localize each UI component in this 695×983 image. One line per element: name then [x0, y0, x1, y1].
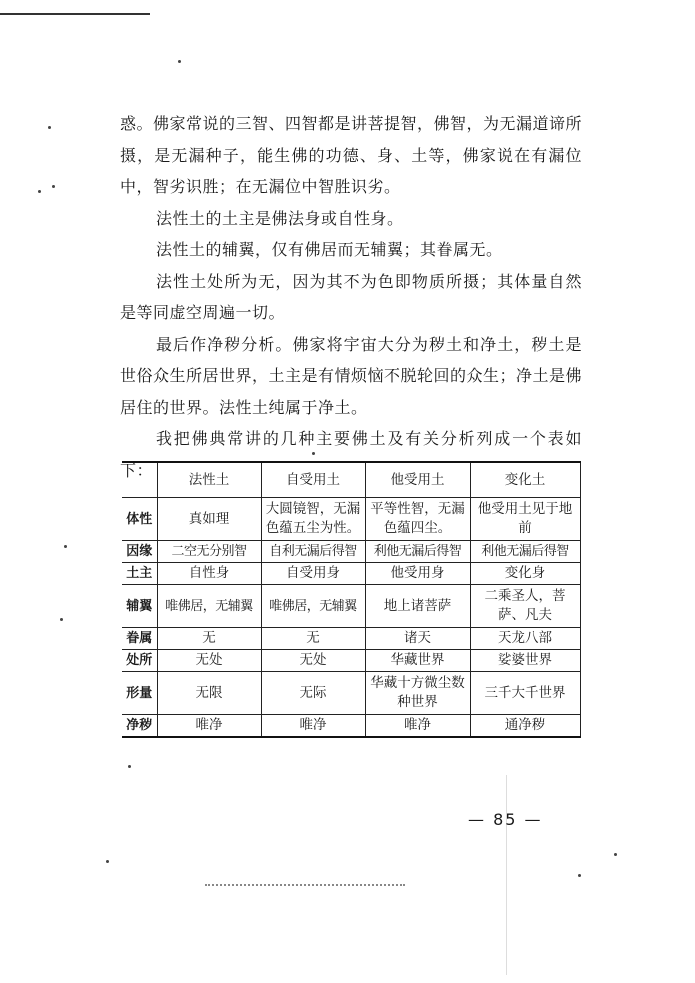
header-cell: 他受用土 [365, 462, 470, 498]
row-label: 辅翼 [122, 585, 157, 628]
header-cell: 变化土 [470, 462, 580, 498]
table-row [122, 541, 580, 563]
table-cell: 诸天 [365, 628, 470, 650]
buddha-land-table [122, 461, 581, 738]
table-cell: 唯佛居，无辅翼 [157, 585, 261, 628]
table-cell: 三千大千世界 [470, 672, 580, 715]
body-text [120, 108, 582, 486]
page-number: — 85 — [468, 810, 543, 829]
row-label: 土主 [122, 563, 157, 585]
scan-artifact-line [506, 775, 507, 975]
row-label: 净秽 [122, 715, 157, 738]
paragraph-6: 我把佛典常讲的几种主要佛土及有关分析列成一个表如下： [120, 429, 582, 480]
table-cell: 大圆镜智，无漏色蕴五尘为性。 [261, 498, 365, 541]
table-cell: 唯净 [365, 715, 470, 738]
table-cell: 娑婆世界 [470, 650, 580, 672]
table-cell: 唯净 [157, 715, 261, 738]
table-cell: 自性身 [157, 563, 261, 585]
table-cell: 二空无分别智 [157, 541, 261, 563]
table-cell: 无 [261, 628, 365, 650]
table-cell: 利他无漏后得智 [365, 541, 470, 563]
row-label: 处所 [122, 650, 157, 672]
table-cell: 平等性智，无漏色蕴四尘。 [365, 498, 470, 541]
scan-footer-marks [205, 884, 405, 888]
row-label: 眷属 [122, 628, 157, 650]
table-row [122, 585, 580, 628]
row-label: 因缘 [122, 541, 157, 563]
table-cell: 他受用身 [365, 563, 470, 585]
table-cell: 通净秽 [470, 715, 580, 738]
table-cell: 无处 [261, 650, 365, 672]
table-cell: 天龙八部 [470, 628, 580, 650]
table-row [122, 672, 580, 715]
table-cell: 华藏世界 [365, 650, 470, 672]
table-cell: 无处 [157, 650, 261, 672]
table-cell: 利他无漏后得智 [470, 541, 580, 563]
paragraph-3: 法性土的辅翼，仅有佛居而无辅翼；其眷属无。 [156, 240, 503, 259]
table-cell: 华藏十方微尘数种世界 [365, 672, 470, 715]
paragraph-2: 法性土的土主是佛法身或自性身。 [156, 208, 404, 228]
table-cell: 无限 [157, 672, 261, 715]
table-row [122, 650, 580, 672]
row-label: 体性 [122, 498, 157, 541]
paragraph-4: 法性土处所为无，因为其不为色即物质所摄；其体量自然是等同虚空周遍一切。 [120, 271, 582, 322]
table-row [122, 498, 580, 541]
row-label: 形量 [122, 672, 157, 715]
table-cell: 变化身 [470, 563, 580, 585]
table-cell: 真如理 [157, 498, 261, 541]
paragraph-5: 最后作净秽分析。佛家将宇宙大分为秽土和净土，秽土是世俗众生所居世界，土主是有情烦恼不脱轮回的众生；净土是佛居住的世界。法性土纯属于净土。 [120, 334, 583, 417]
paragraph-1: 惑。佛家常说的三智、四智都是讲菩提智，佛智，为无漏道谛所摄，是无漏种子，能生佛的功德、身、土等，佛家说在有漏位中，智劣识胜；在无漏位中智胜识劣。 [120, 114, 583, 196]
table-cell: 自利无漏后得智 [261, 541, 365, 563]
table-header-row [122, 462, 580, 498]
table-cell: 自受用身 [261, 563, 365, 585]
table-cell: 地上诸菩萨 [365, 585, 470, 628]
table-row [122, 628, 580, 650]
table-cell: 唯净 [261, 715, 365, 738]
table-row [122, 715, 580, 738]
top-rule [0, 13, 150, 15]
table-cell: 无 [157, 628, 261, 650]
header-cell: 法性土 [157, 462, 261, 498]
header-cell-blank [122, 462, 157, 498]
table-cell: 他受用土见于地前 [470, 498, 580, 541]
table-row [122, 563, 580, 585]
table-cell: 二乘圣人，菩萨、凡夫 [470, 585, 580, 628]
table-cell: 唯佛居，无辅翼 [261, 585, 365, 628]
header-cell: 自受用土 [261, 462, 365, 498]
table-cell: 无际 [261, 672, 365, 715]
